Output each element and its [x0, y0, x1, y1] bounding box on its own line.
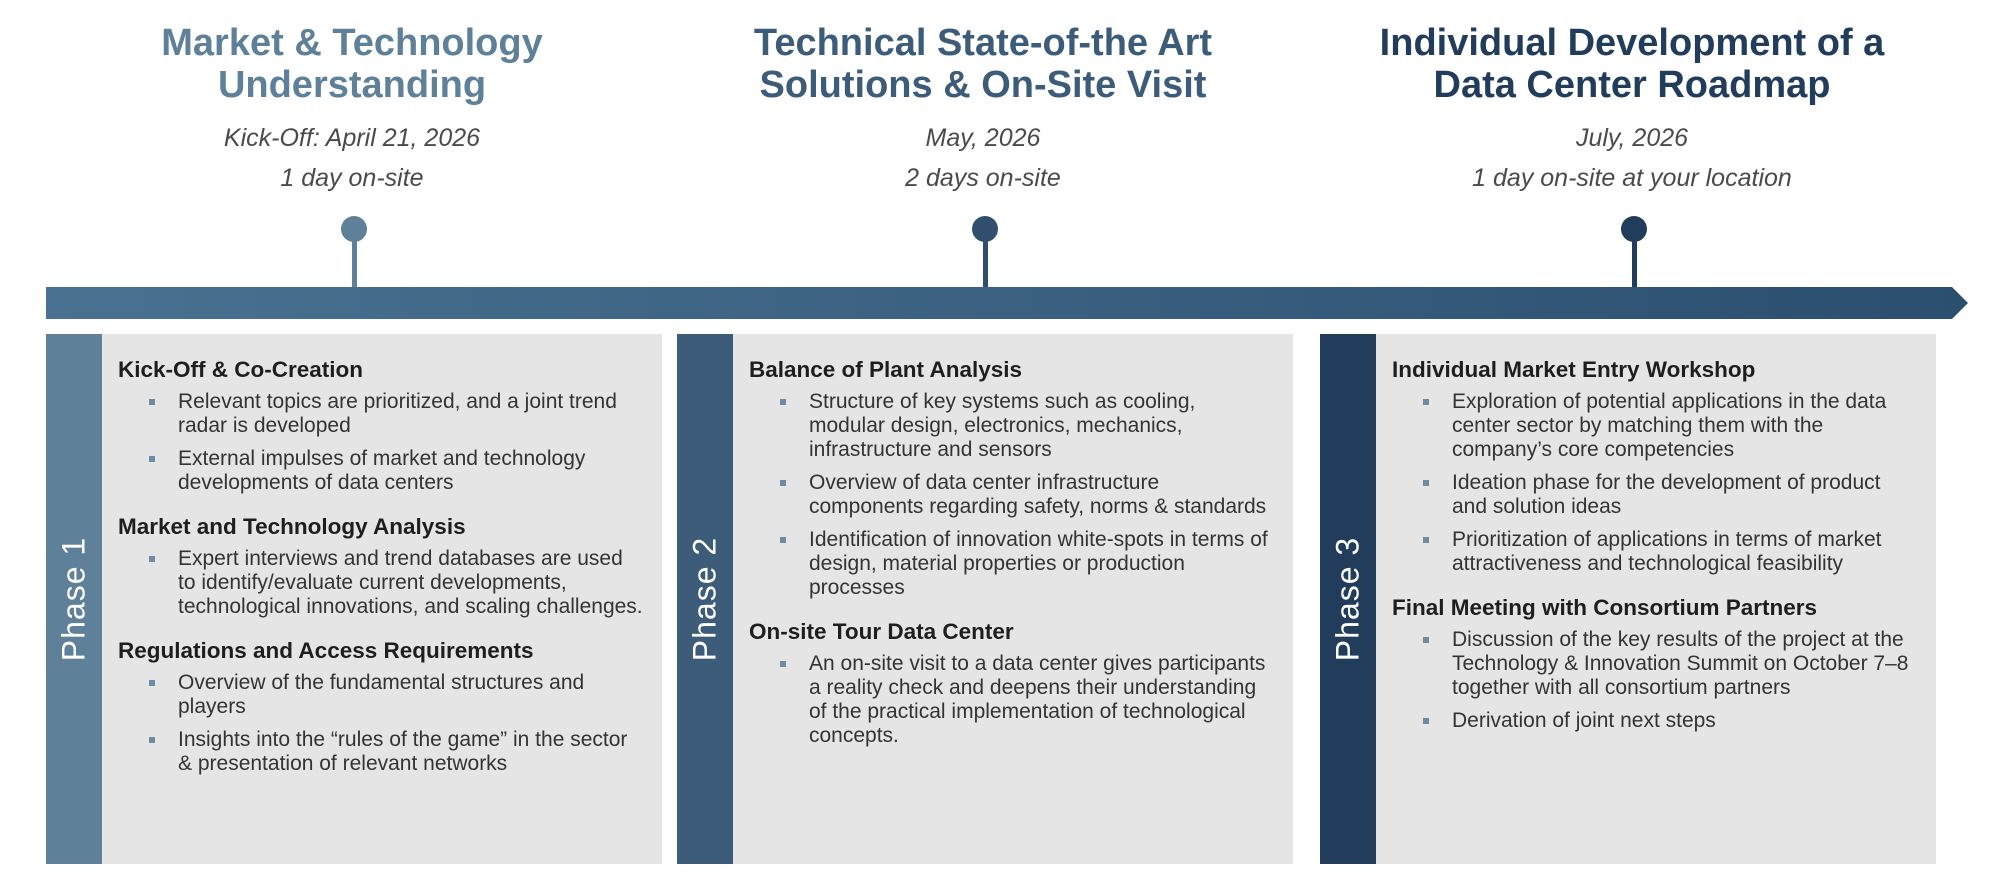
bullet-item: Discussion of the key results of the project at the Technology & Innovation Summit on October 7–8 together with all consortium partners	[1392, 628, 1918, 700]
phase-3-band	[1320, 334, 1376, 864]
section-heading: Market and Technology Analysis	[118, 514, 466, 539]
phase-1-section	[118, 637, 644, 776]
bullet-item: Identification of innovation white-spots in terms of design, material properties or production processes	[749, 528, 1275, 600]
phase-2-milestone-pin	[972, 216, 998, 294]
bullet-item: Overview of the fundamental structures and players	[118, 671, 644, 719]
phase-1-title: Market & Technology Understanding	[161, 22, 543, 106]
bullet-item: Exploration of potential applications in the data center sector by matching them with the company’s core competencies	[1392, 390, 1918, 462]
bullet-item: External impulses of market and technology developments of data centers	[118, 447, 644, 495]
phase-2-band	[677, 334, 733, 864]
phase-2-panel	[677, 334, 1293, 864]
phase-3-band-label: Phase 3	[1329, 536, 1366, 662]
bullet-item: Derivation of joint next steps	[1392, 709, 1918, 733]
bullet-item: Structure of key systems such as cooling, modular design, electronics, mechanics, infrastructure and sensors	[749, 390, 1275, 462]
phase-3-content	[1392, 356, 1918, 751]
phase-2-date: May, 2026	[925, 124, 1041, 152]
section-heading: Kick-Off & Co-Creation	[118, 357, 364, 382]
section-heading: Final Meeting with Consortium Partners	[1392, 595, 1818, 620]
phase-1-panel	[46, 334, 662, 864]
phase-2-band-label: Phase 2	[686, 536, 723, 662]
phase-3-section	[1392, 594, 1918, 733]
phase-1-band-label: Phase 1	[55, 536, 92, 662]
phase-1-band	[46, 334, 102, 864]
section-heading: Individual Market Entry Workshop	[1392, 357, 1756, 382]
phase-1-section	[118, 513, 644, 619]
bullet-item: Overview of data center infrastructure components regarding safety, norms & standards	[749, 471, 1275, 519]
bullet-item: An on-site visit to a data center gives participants a reality check and deepens their understanding of the practical implementation of technological concepts.	[749, 652, 1275, 748]
phase-3-date: July, 2026	[1575, 124, 1689, 152]
phase-3-title: Individual Development of a Data Center Roadmap	[1379, 22, 1885, 106]
bullet-item: Relevant topics are prioritized, and a joint trend radar is developed	[118, 390, 644, 438]
section-heading: Balance of Plant Analysis	[749, 357, 1023, 382]
phase-1-content	[118, 356, 644, 794]
phase-2-duration: 2 days on-site	[905, 164, 1061, 192]
phase-3-panel	[1320, 334, 1936, 864]
timeline-arrow	[46, 284, 1970, 322]
bullet-item: Ideation phase for the development of product and solution ideas	[1392, 471, 1918, 519]
phase-3-milestone-pin	[1621, 216, 1647, 294]
phase-3-section	[1392, 356, 1918, 576]
section-heading: Regulations and Access Requirements	[118, 638, 534, 663]
phase-3-header	[1352, 22, 1912, 198]
section-heading: On-site Tour Data Center	[749, 619, 1014, 644]
phase-1-section	[118, 356, 644, 495]
bullet-item: Insights into the “rules of the game” in the sector & presentation of relevant networks	[118, 728, 644, 776]
phase-1-date: Kick-Off: April 21, 2026	[223, 124, 481, 152]
phase-3-duration: 1 day on-site at your location	[1472, 164, 1792, 192]
phase-2-header	[703, 22, 1263, 198]
phase-1-duration: 1 day on-site	[280, 164, 424, 192]
phase-2-content	[749, 356, 1275, 766]
phase-2-title: Technical State-of-the Art Solutions & On-Site Visit	[753, 22, 1213, 106]
phase-2-section	[749, 618, 1275, 748]
phase-2-section	[749, 356, 1275, 600]
bullet-item: Expert interviews and trend databases are used to identify/evaluate current developments, technological innovations, and scaling challenges.	[118, 547, 644, 619]
phase-1-header	[72, 22, 632, 198]
phase-1-milestone-pin	[341, 216, 367, 294]
bullet-item: Prioritization of applications in terms of market attractiveness and technological feasibility	[1392, 528, 1918, 576]
